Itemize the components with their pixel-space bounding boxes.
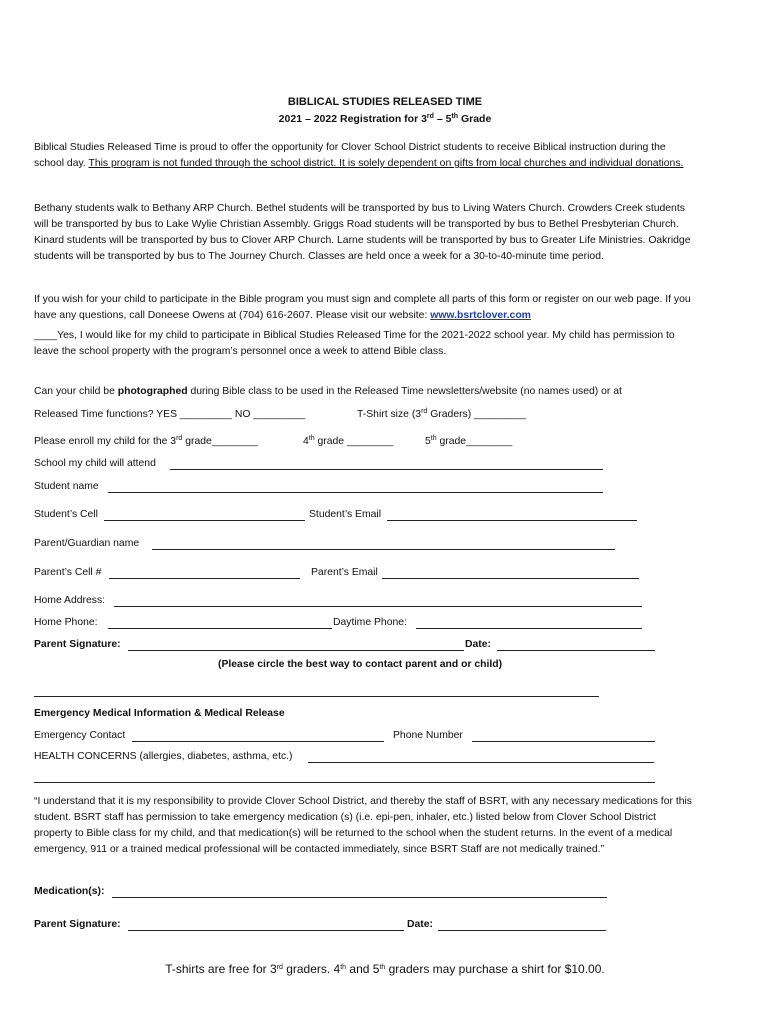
student-cell-input-line[interactable]	[104, 520, 305, 521]
parent-cell-label: Parent’s Cell #	[34, 567, 102, 578]
signature-date-label-2: Date:	[407, 919, 433, 930]
student-email-label: Student’s Email	[309, 509, 382, 520]
photo-yes-no[interactable]: Released Time functions? YES _________ NO _________	[34, 409, 306, 420]
medication-label: Medication(s):	[34, 886, 105, 897]
parent-email-label: Parent’s Email	[311, 567, 378, 578]
home-phone-input-line[interactable]	[108, 628, 332, 629]
school-input-line[interactable]	[170, 469, 603, 470]
health-concerns-input-line[interactable]	[308, 762, 654, 763]
parent-signature-input-line-2[interactable]	[128, 930, 404, 931]
health-concerns-label: HEALTH CONCERNS (allergies, diabetes, asthma, etc.)	[34, 751, 293, 762]
emergency-phone-label: Phone Number	[393, 730, 463, 741]
intro-paragraph: Biblical Studies Released Time is proud to offer the opportunity for Clover School District students to receive Biblical instruction during the school day. This program is not funded through the school district. It is solely dependent on gifts from local churches and individual donations.	[34, 142, 684, 169]
enroll-grade-4[interactable]: 4th grade ________	[303, 435, 394, 447]
signature-date-label: Date:	[465, 639, 491, 650]
student-cell-label: Student’s Cell	[34, 509, 98, 520]
daytime-phone-label: Daytime Phone:	[333, 617, 407, 628]
tshirt-size-field[interactable]: T-Shirt size (3rd Graders) _________	[357, 408, 527, 420]
enroll-grade-5[interactable]: 5th grade________	[425, 435, 513, 447]
medication-input-line[interactable]	[112, 897, 607, 898]
emergency-contact-label: Emergency Contact	[34, 730, 126, 741]
parent-cell-input-line[interactable]	[109, 578, 300, 579]
health-concerns-extra-line[interactable]	[34, 782, 655, 783]
home-address-label: Home Address:	[34, 595, 106, 606]
student-name-input-line[interactable]	[108, 492, 603, 493]
daytime-phone-input-line[interactable]	[416, 628, 642, 629]
parent-signature-label-2: Parent Signature:	[34, 919, 121, 930]
contact-note: (Please circle the best way to contact parent and or child)	[218, 659, 503, 670]
home-address-input-line[interactable]	[114, 606, 642, 607]
medical-release-statement: “I understand that it is my responsibility to provide Clover School District, and thereby the staff of BSRT, with any necessary medications for this student. BSRT staff has permission to take emergency medication (s) (i.e. epi-pen, inhaler, etc.) listed below from Clover School District property to Bible class for my child, and that medication(s) will be returned to the school when the student returns. In the event of a medical emergency, 911 or a trained medical professional will be contacted immediately, since BSRT Staff are not medically trained.”	[34, 796, 692, 855]
enroll-grade-3[interactable]: Please enroll my child for the 3rd grade________	[34, 435, 259, 447]
emergency-contact-input-line[interactable]	[132, 741, 384, 742]
tshirt-footer-note: T-shirts are free for 3rd graders. 4th and 5th graders may purchase a shirt for $10.00.	[165, 962, 605, 976]
student-email-input-line[interactable]	[387, 520, 637, 521]
school-label: School my child will attend	[34, 458, 156, 469]
participate-paragraph: If you wish for your child to participate in the Bible program you must sign and complete all parts of this form or register on our web page. If you have any questions, call Doneese Owens at (704) 616-2607. Please visit our website: www.bsrtclover.com	[34, 294, 691, 321]
form-title: BIBLICAL STUDIES RELEASED TIME	[287, 96, 483, 108]
website-link[interactable]: www.bsrtclover.com	[430, 310, 531, 321]
home-phone-label: Home Phone:	[34, 617, 98, 628]
signature-date-input-line-2[interactable]	[438, 930, 606, 931]
parent-name-label: Parent/Guardian name	[34, 538, 140, 549]
parent-name-input-line[interactable]	[152, 549, 615, 550]
parent-email-input-line[interactable]	[382, 578, 639, 579]
section-divider	[34, 696, 599, 697]
emergency-heading: Emergency Medical Information & Medical Release	[34, 708, 285, 719]
parent-signature-input-line[interactable]	[128, 650, 464, 651]
photo-question: Can your child be photographed during Bible class to be used in the Released Time newsletters/website (no names used) or at	[34, 386, 622, 397]
transport-paragraph: Bethany students walk to Bethany ARP Church. Bethel students will be transported by bus to Living Waters Church. Crowders Creek students will be transported by bus to Lake Wylie Christian Assembly. Griggs Road students will be transported by bus to Bethel Presbyterian Church. Kinard students will be transported by bus to Clover ARP Church. Larne students will be transported by bus to Greater Life Ministries. Oakridge students will be transported by bus to The Journey Church. Classes are held once a week for a 30-to-40-minute time period.	[34, 203, 691, 262]
form-subtitle: 2021 – 2022 Registration for 3rd – 5th Grade	[278, 113, 492, 125]
emergency-phone-input-line[interactable]	[472, 741, 655, 742]
consent-statement: ____Yes, I would like for my child to participate in Biblical Studies Released Time for the 2021-2022 school year. My child has permission to leave the school property with the program’s personnel once a week to attend Bible class.	[34, 330, 675, 357]
parent-signature-label: Parent Signature:	[34, 639, 121, 650]
student-name-label: Student name	[34, 481, 99, 492]
signature-date-input-line[interactable]	[497, 650, 655, 651]
